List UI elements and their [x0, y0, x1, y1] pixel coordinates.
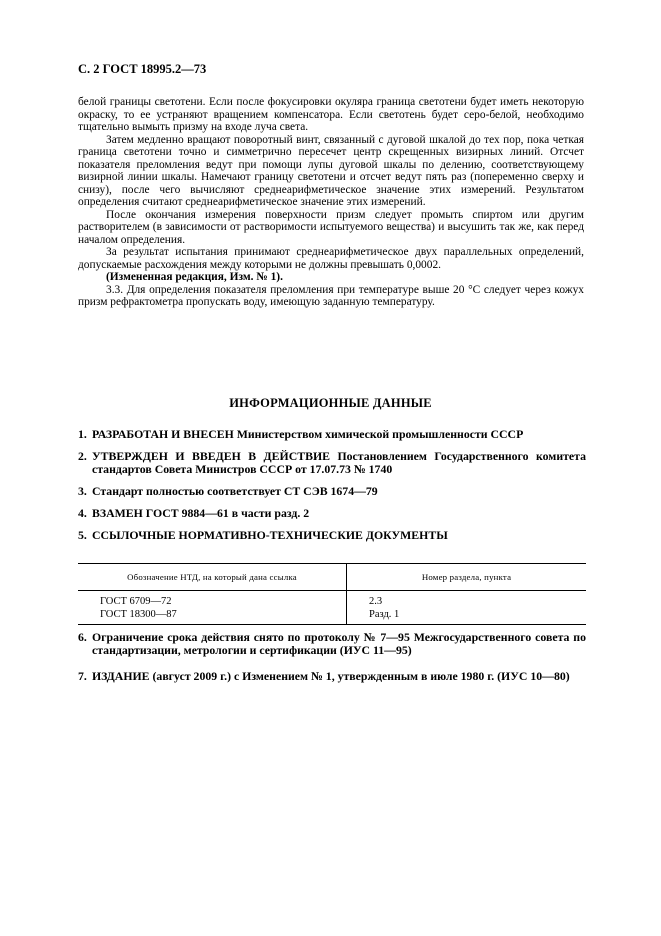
paragraph: Затем медленно вращают поворотный винт, связанный с дуговой шкалой до тех пор, пока четкая граница светотени точно и симметрично пересечет центр скрещенных визирных линий. Отсчет показателя преломления ведут при помощи лупы дуговой шкалы по делению, соответствующему визирной линии шкалы. Намечают границу светотени и отсчет ведут пять раз (попеременно сверху и снизу), после чего вычисляют среднеарифметическое значение этих измерений. Результатом определения считают среднеарифметическое значение этих измерений.: [78, 133, 584, 208]
info-item: [78, 485, 586, 498]
info-item-number: 3.: [78, 484, 87, 498]
info-section-title: ИНФОРМАЦИОННЫЕ ДАННЫЕ: [229, 396, 432, 410]
info-item: [78, 631, 586, 657]
paragraph-3-3: 3.3. Для определения показателя преломления при температуре выше 20 °С следует через кожух призм рефрактометра пропускать воду, имеющую заданную температуру.: [78, 283, 584, 308]
info-item-text: ССЫЛОЧНЫЕ НОРМАТИВНО-ТЕХНИЧЕСКИЕ ДОКУМЕНТЫ: [92, 528, 448, 542]
info-item-number: 7.: [78, 669, 87, 683]
table-row: [78, 607, 586, 625]
info-item-number: 2.: [78, 449, 87, 463]
table-cell: Разд. 1: [347, 607, 587, 625]
info-item-number: 5.: [78, 528, 87, 542]
info-item: [78, 450, 586, 476]
table-cell: ГОСТ 18300—87: [78, 607, 347, 625]
info-item-text: РАЗРАБОТАН И ВНЕСЕН Министерством химической промышленности СССР: [92, 427, 524, 441]
table-cell: ГОСТ 6709—72: [78, 591, 347, 608]
column-header: Обозначение НТД, на который дана ссылка: [78, 564, 347, 591]
info-item: [78, 670, 586, 683]
paragraph: За результат испытания принимают среднеарифметическое двух параллельных определений, допускаемые расхождения между которыми не должны превышать 0,0002.: [78, 246, 584, 271]
reference-documents-table: [78, 563, 586, 625]
info-item-text: Стандарт полностью соответствует СТ СЭВ 1674—79: [92, 484, 378, 498]
table-row: [78, 591, 586, 608]
info-item-number: 1.: [78, 427, 87, 441]
info-item-text: ВЗАМЕН ГОСТ 9884—61 в части разд. 2: [92, 506, 310, 520]
table-header-row: [78, 564, 586, 591]
info-item: [78, 428, 586, 441]
info-item-number: 4.: [78, 506, 87, 520]
info-item: [78, 507, 586, 520]
info-list: [78, 428, 586, 542]
table-cell: 2.3: [369, 596, 383, 607]
info-item-text: УТВЕРЖДЕН И ВВЕДЕН В ДЕЙСТВИЕ Постановлением Государственного комитета стандартов Совета Министров СССР от 17.07.73 № 1740: [92, 449, 586, 476]
info-item-text: ИЗДАНИЕ (август 2009 г.) с Изменением № 1, утвержденным в июле 1980 г. (ИУС 10—80): [92, 669, 570, 683]
paragraph: белой границы светотени. Если после фокусировки окуляра граница светотени будет иметь некоторую окраску, то ее устраняют вращением компенсатора. Если светотень будет серо-белой, необходимо тщательно вымыть призму на входе луча света.: [78, 96, 584, 133]
amendment-note: (Измененная редакция, Изм. № 1).: [106, 271, 283, 283]
info-list-continued: [78, 631, 586, 683]
body-text: [78, 96, 584, 309]
column-header: Номер раздела, пункта: [347, 564, 587, 591]
info-item-text: Ограничение срока действия снято по протоколу № 7—95 Межгосударственного совета по стандартизации, метрологии и сертификации (ИУС 11—95): [92, 630, 586, 657]
info-item: [78, 529, 586, 542]
info-item-number: 6.: [78, 630, 87, 644]
paragraph: После окончания измерения поверхности призм следует промыть спиртом или другим растворителем (в зависимости от растворимости испытуемого вещества) и высушить так же, как перед началом определения.: [78, 208, 584, 246]
page-header: С. 2 ГОСТ 18995.2—73: [78, 62, 207, 76]
